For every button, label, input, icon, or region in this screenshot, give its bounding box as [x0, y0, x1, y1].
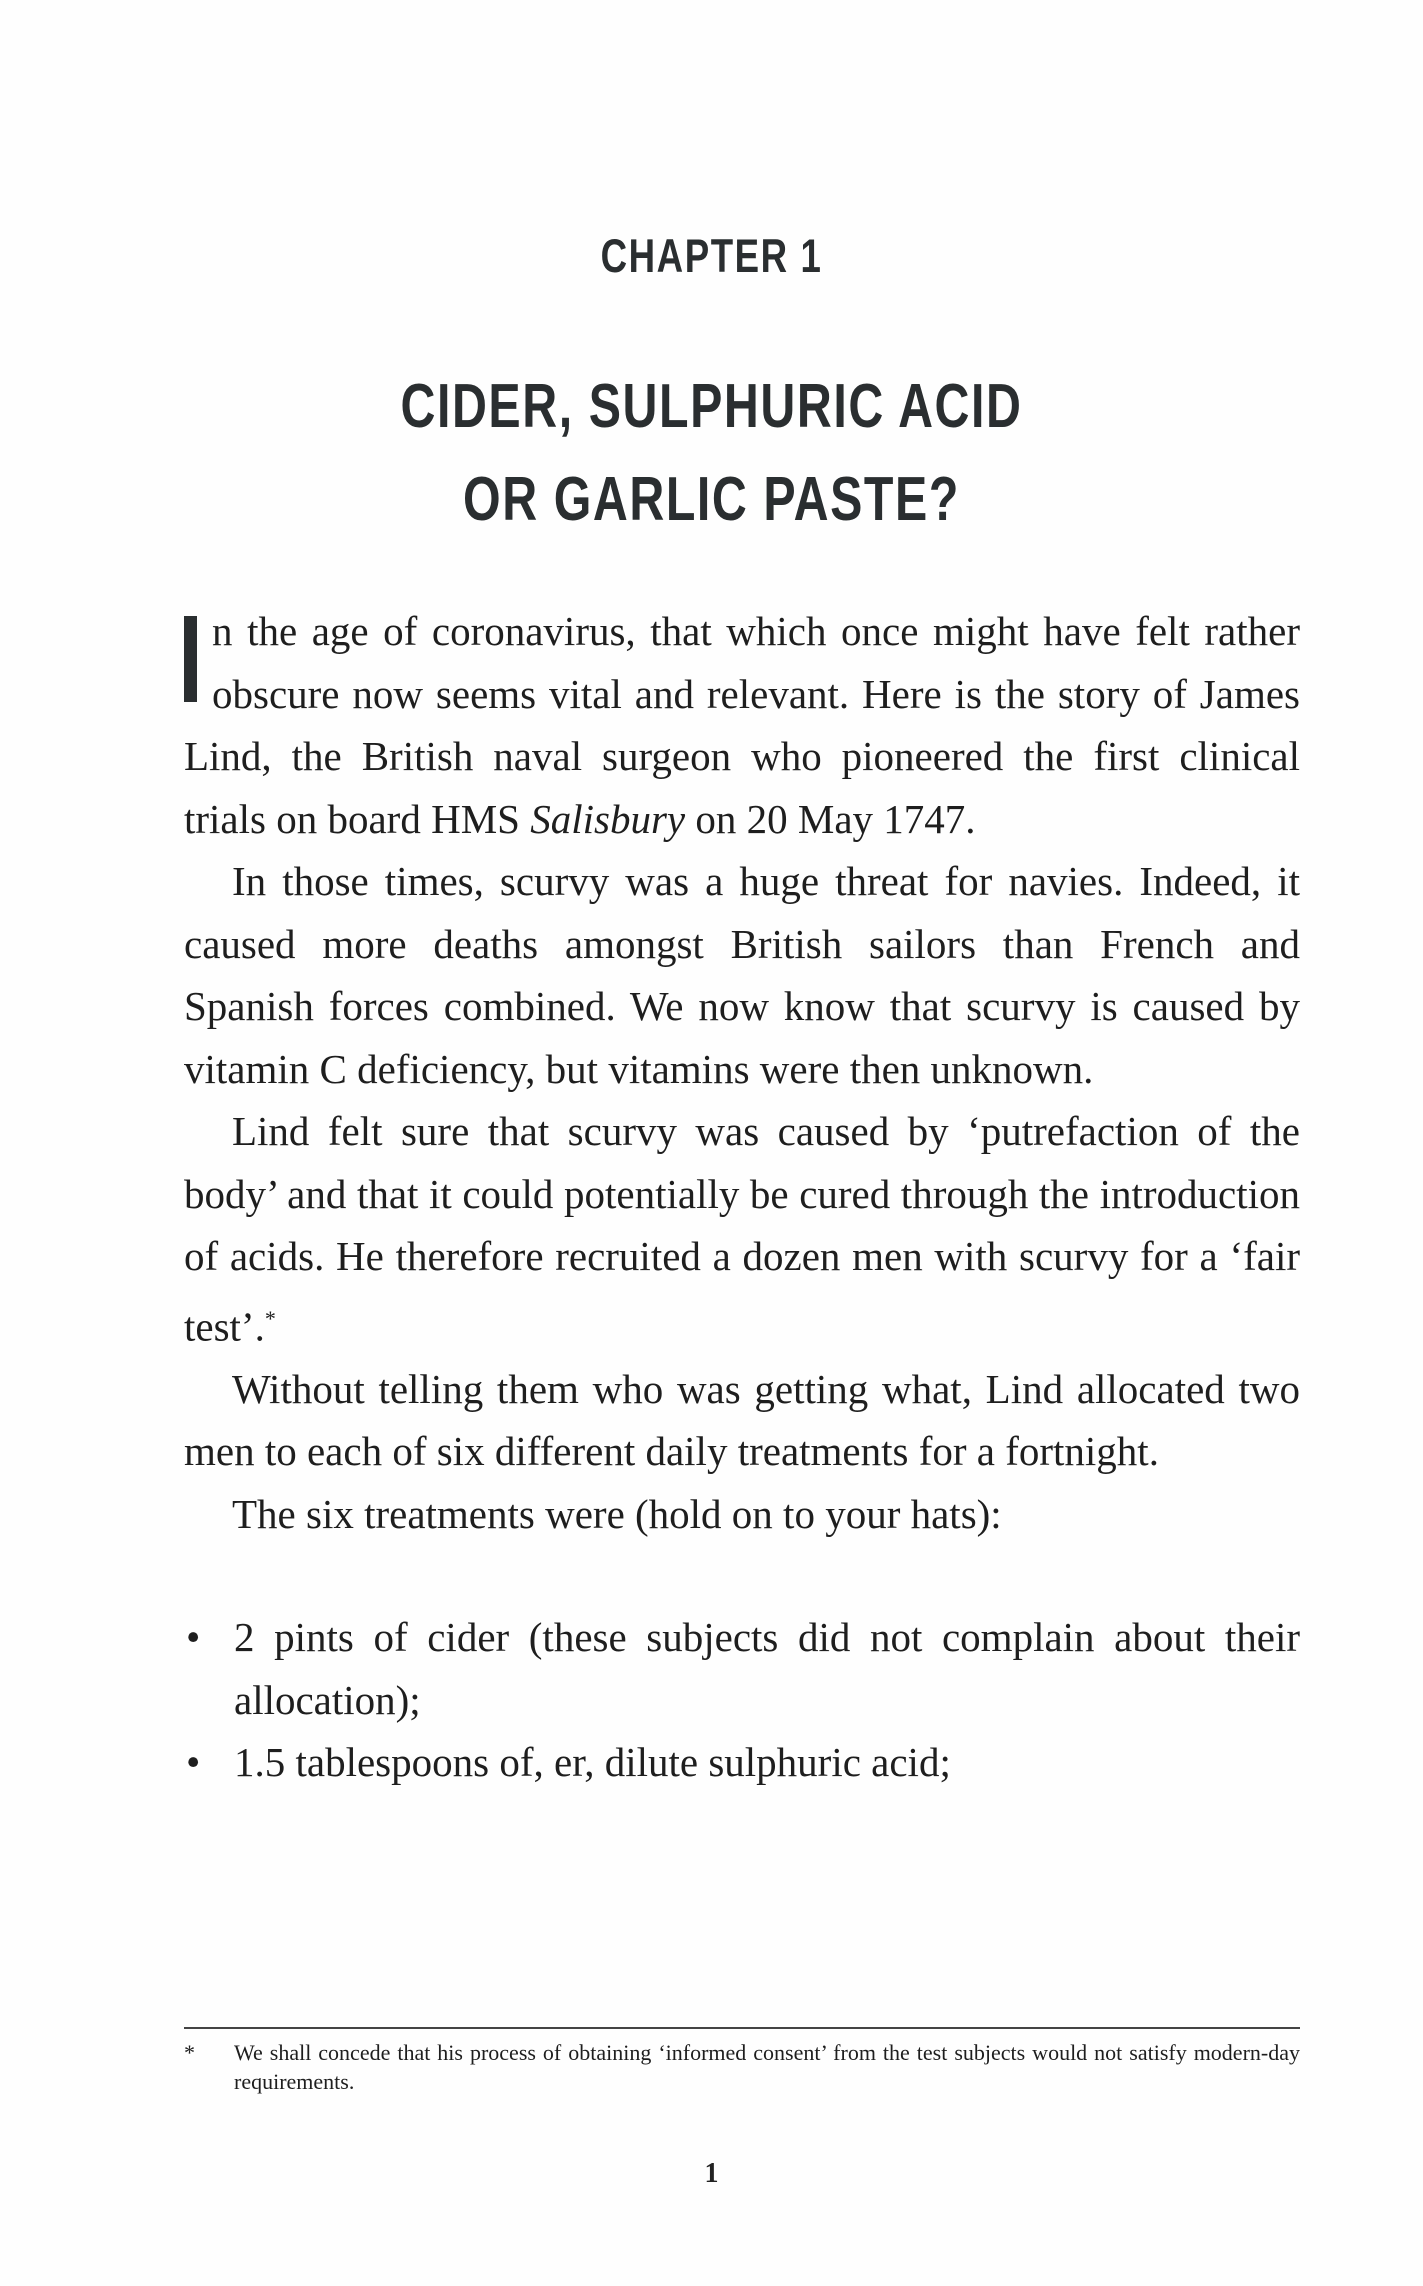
list-item	[184, 1606, 1300, 1731]
footnote-mark: *	[184, 2040, 195, 2065]
bullet-icon: •	[186, 1739, 201, 1786]
paragraph-3	[184, 1100, 1300, 1358]
paragraph-1-end: on 20 May 1747.	[685, 795, 976, 842]
footnote-reference[interactable]: *	[264, 1305, 276, 1331]
bullet-icon: •	[186, 1614, 201, 1661]
paragraph-2: In those times, scurvy was a huge threat for navies. Indeed, it caused more deaths amongst British sailors than French and Spanish forces combined. We now know that scurvy is caused by vitamin C deficiency, but vitamins were then unknown.	[184, 858, 1300, 1092]
paragraph-1-text: n the age of coronavirus, that which once might have felt rather obscure now seems vital and relevant. Here is the story of James Lind, the British naval surgeon who pioneered the first clinical trials on board HMS	[184, 608, 1300, 842]
list-item-text: 2 pints of cider (these subjects did not complain about their allocation);	[234, 1614, 1300, 1723]
body-text	[184, 600, 1300, 1794]
paragraph-4: Without telling them who was getting what, Lind allocated two men to each of six different daily treatments for a fortnight.	[184, 1365, 1300, 1475]
chapter-title	[157, 360, 1267, 546]
page-number: 1	[704, 2158, 719, 2189]
footnote-divider	[184, 2027, 1300, 2029]
list-item	[184, 1731, 1300, 1794]
footnote	[184, 2038, 1300, 2096]
paragraph-5: The six treatments were (hold on to your hats):	[232, 1490, 1002, 1537]
footnote-text: We shall concede that his process of obtaining ‘informed consent’ from the test subjects would not satisfy modern-day requirements.	[234, 2040, 1300, 2094]
paragraph-3-text: Lind felt sure that scurvy was caused by ‘putrefaction of the body’ and that it could potentially be cured through the introduction of acids. He therefore recruited a dozen men with scurvy for a ‘fair test’.	[184, 1108, 1300, 1350]
ship-name: Salisbury	[530, 795, 686, 842]
paragraph-1	[184, 600, 1300, 850]
chapter-title-line-1: CIDER, SULPHURIC ACID	[400, 372, 1023, 441]
treatment-list	[184, 1606, 1300, 1794]
drop-cap	[184, 616, 197, 702]
list-item-text: 1.5 tablespoons of, er, dilute sulphuric acid;	[234, 1739, 951, 1786]
chapter-title-line-2: OR GARLIC PASTE?	[463, 465, 960, 534]
chapter-label: CHAPTER 1	[600, 229, 823, 282]
